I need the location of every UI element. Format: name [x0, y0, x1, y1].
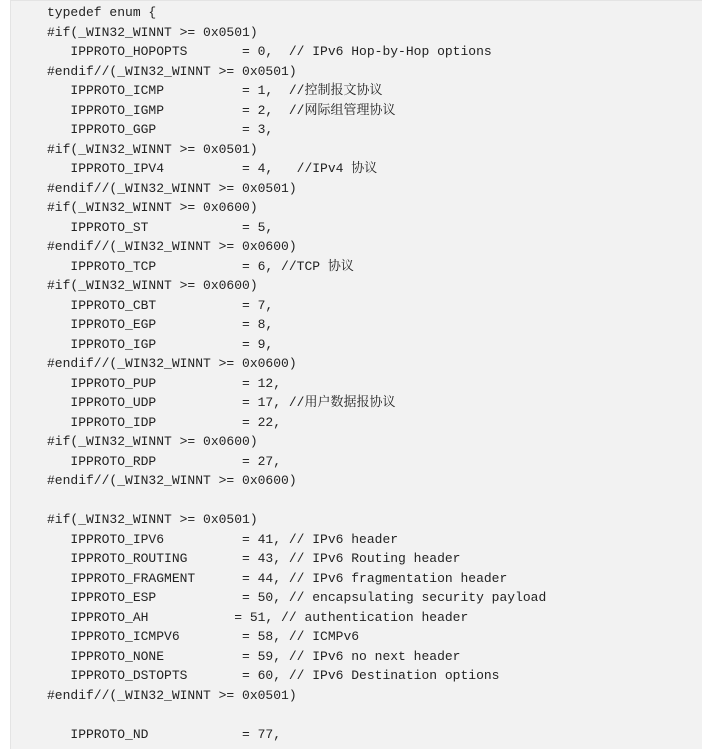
code-line: IPPROTO_IPV6 = 41, // IPv6 header	[47, 531, 399, 547]
code-line: #if(_WIN32_WINNT >= 0x0501)	[47, 141, 258, 157]
code-line: IPPROTO_PUP = 12,	[47, 375, 282, 391]
code-line: IPPROTO_IGP = 9,	[47, 336, 274, 352]
code-line: #if(_WIN32_WINNT >= 0x0501)	[47, 512, 258, 527]
code-line: IPPROTO_FRAGMENT = 44, // IPv6 fragmentation header	[47, 570, 508, 586]
code-line: #endif//(_WIN32_WINNT >= 0x0600)	[47, 356, 297, 371]
code-line: #endif//(_WIN32_WINNT >= 0x0501)	[47, 180, 297, 196]
code-line: #if(_WIN32_WINNT >= 0x0501)	[47, 24, 258, 40]
code-line: #if(_WIN32_WINNT >= 0x0600)	[47, 278, 258, 293]
code-line: IPPROTO_ICMPV6 = 58, // ICMPv6	[47, 629, 360, 644]
code-line: #endif//(_WIN32_WINNT >= 0x0600)	[47, 239, 297, 254]
code-line: IPPROTO_DSTOPTS = 60, // IPv6 Destination options	[47, 668, 500, 683]
code-listing	[47, 3, 546, 744]
code-line: IPPROTO_IGMP = 2, //网际组管理协议	[47, 102, 396, 118]
code-line: #if(_WIN32_WINNT >= 0x0600)	[47, 200, 258, 215]
code-line: IPPROTO_ESP = 50, // encapsulating security payload	[47, 590, 547, 605]
code-line: #if(_WIN32_WINNT >= 0x0600)	[47, 434, 258, 449]
code-line: IPPROTO_IDP = 22,	[47, 414, 282, 430]
code-line: IPPROTO_GGP = 3,	[47, 122, 274, 137]
code-line: IPPROTO_ST = 5,	[47, 219, 274, 235]
code-line: IPPROTO_ICMP = 1, //控制报文协议	[47, 83, 383, 98]
code-line: IPPROTO_HOPOPTS = 0, // IPv6 Hop-by-Hop options	[47, 44, 492, 59]
code-line: #endif//(_WIN32_WINNT >= 0x0600)	[47, 473, 297, 488]
code-line: IPPROTO_UDP = 17, //用户数据报协议	[47, 395, 396, 410]
code-line	[47, 491, 546, 511]
code-line: IPPROTO_RDP = 27,	[47, 453, 282, 469]
code-line: IPPROTO_IPV4 = 4, //IPv4 协议	[47, 161, 378, 176]
code-block	[10, 0, 702, 749]
code-line: IPPROTO_CBT = 7,	[47, 297, 274, 313]
code-line: IPPROTO_TCP = 6, //TCP 协议	[47, 258, 354, 274]
code-line: typedef enum {	[47, 5, 157, 20]
code-line: IPPROTO_EGP = 8,	[47, 317, 274, 332]
code-line: IPPROTO_AH = 51, // authentication header	[47, 609, 469, 625]
code-line: #endif//(_WIN32_WINNT >= 0x0501)	[47, 687, 297, 703]
code-line: IPPROTO_ROUTING = 43, // IPv6 Routing header	[47, 551, 461, 566]
code-line: IPPROTO_NONE = 59, // IPv6 no next header	[47, 648, 461, 664]
code-line: #endif//(_WIN32_WINNT >= 0x0501)	[47, 63, 297, 79]
code-line	[47, 705, 546, 725]
code-line: IPPROTO_ND = 77,	[47, 726, 282, 742]
